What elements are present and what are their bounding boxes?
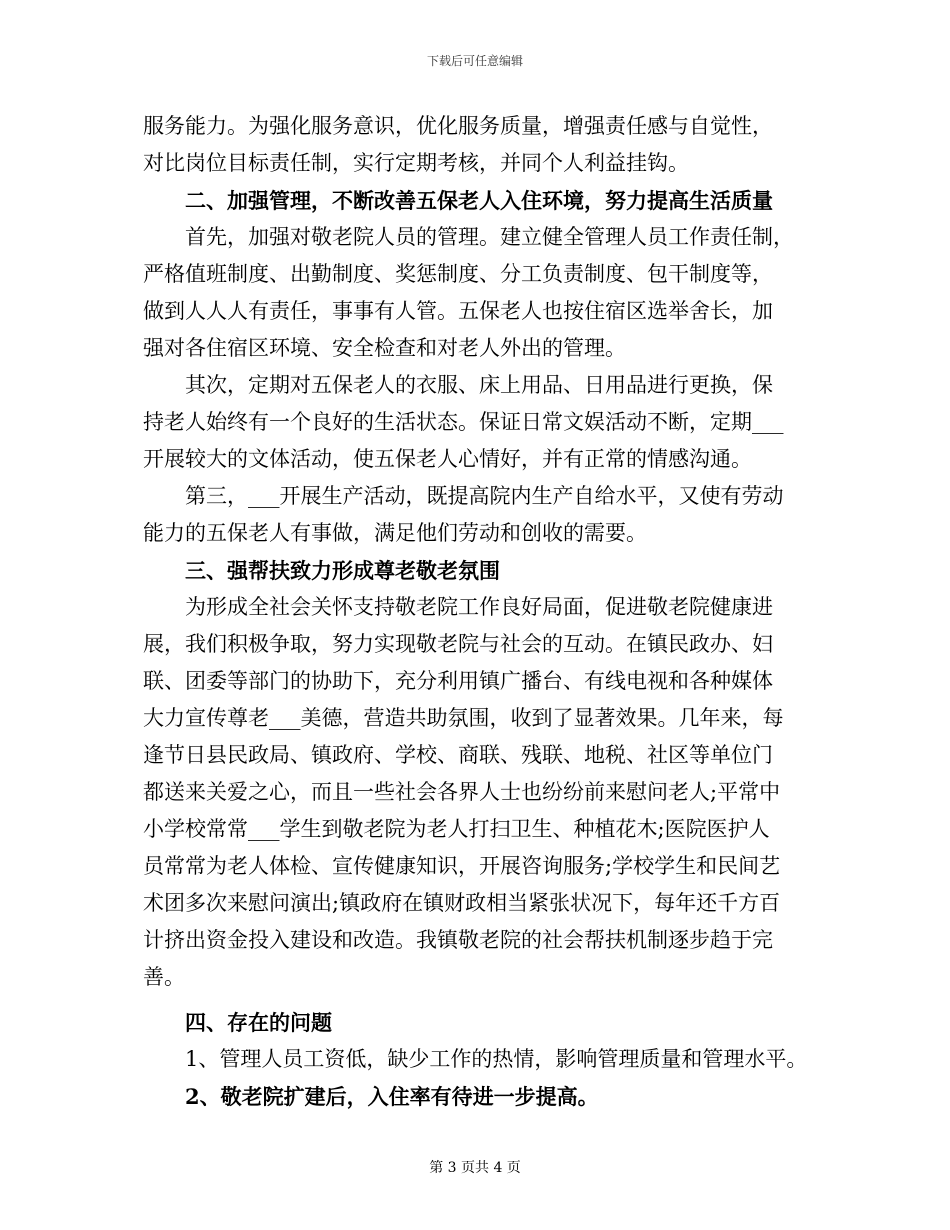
text-line: 其次，定期对五保老人的衣服、床上用品、日用品进行更换，保 — [185, 373, 773, 397]
text-line: 员常常为老人体检、宣传健康知识，开展咨询服务;学校学生和民间艺 — [143, 854, 781, 878]
text-line: 计挤出资金投入建设和改造。我镇敬老院的社会帮扶机制逐步趋于完 — [143, 928, 773, 952]
document-body — [143, 108, 815, 1115]
text-line: 第三，___开展生产活动，既提高院内生产自给水平，又使有劳动 — [185, 484, 784, 508]
text-line: 联、团委等部门的协助下，充分利用镇广播台、有线电视和各种媒体 — [143, 669, 773, 693]
text-line: 能力的五保老人有事做，满足他们劳动和创收的需要。 — [143, 521, 647, 545]
section-heading: 四、存在的问题 — [185, 1010, 332, 1035]
section-heading: 二、加强管理，不断改善五保老人入住环境，努力提高生活质量 — [185, 188, 773, 213]
section-heading: 2、敬老院扩建后，入住率有待进一步提高。 — [185, 1084, 599, 1109]
text-line: 术团多次来慰问演出;镇政府在镇财政相当紧张状况下，每年还千方百 — [143, 891, 781, 915]
text-line: 严格值班制度、出勤制度、奖惩制度、分工负责制度、包干制度等， — [143, 262, 773, 286]
text-line: 强对各住宿区环境、安全检查和对老人外出的管理。 — [143, 336, 626, 360]
text-line: 善。 — [143, 965, 185, 989]
text-line: 持老人始终有一个良好的生活状态。保证日常文娱活动不断，定期___ — [143, 410, 784, 434]
section-heading: 三、强帮扶致力形成尊老敬老氛围 — [185, 558, 500, 583]
text-line: 首先，加强对敬老院人员的管理。建立健全管理人员工作责任制， — [185, 225, 794, 249]
page-footer: 第 3 页共 4 页 — [429, 1160, 521, 1176]
text-line: 为形成全社会关怀支持敬老院工作良好局面，促进敬老院健康进 — [185, 595, 773, 619]
text-line: 开展较大的文体活动，使五保老人心情好，并有正常的情感沟通。 — [143, 447, 752, 471]
text-line: 小学校常常___学生到敬老院为老人打扫卫生、种植花木;医院医护人 — [143, 817, 770, 841]
text-line: 大力宣传尊老___美德，营造共助氛围，收到了显著效果。几年来，每 — [143, 706, 784, 730]
text-line: 服务能力。为强化服务意识，优化服务质量，增强责任感与自觉性， — [143, 114, 773, 138]
text-line: 做到人人人有责任，事事有人管。五保老人也按住宿区选举舍长，加 — [143, 299, 773, 323]
text-line: 都送来关爱之心，而且一些社会各界人士也纷纷前来慰问老人;平常中 — [143, 780, 781, 804]
text-line: 1、管理人员工资低，缺少工作的热情，影响管理质量和管理水平。 — [185, 1047, 808, 1071]
page-header: 下载后可任意编辑 — [426, 54, 523, 68]
text-line: 展，我们积极争取，努力实现敬老院与社会的互动。在镇民政办、妇 — [143, 632, 773, 656]
text-line: 逢节日县民政局、镇政府、学校、商联、残联、地税、社区等单位门 — [143, 743, 773, 767]
text-line: 对比岗位目标责任制，实行定期考核，并同个人利益挂钩。 — [143, 151, 689, 175]
